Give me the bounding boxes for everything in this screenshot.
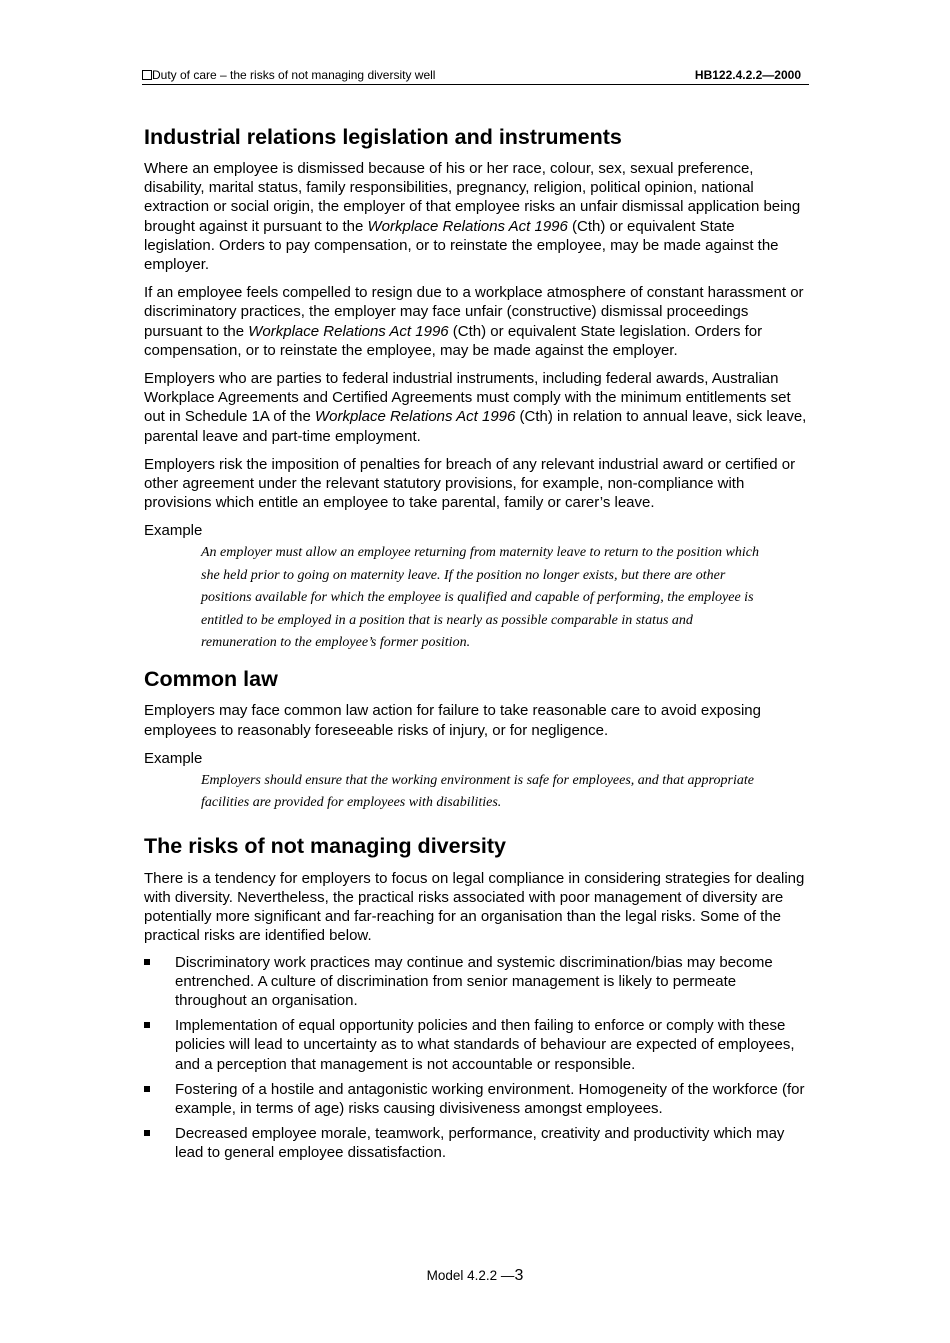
heading-common-law: Common law <box>144 667 278 692</box>
example-label: Example <box>144 749 203 767</box>
risk-list <box>144 953 809 1163</box>
bullet-icon <box>144 959 150 965</box>
bullet-icon <box>144 1086 150 1092</box>
header-code: HB122.4.2.2—2000 <box>694 68 801 82</box>
example-text: Employers should ensure that the working environment is safe for employees, and that appropriate facilities are provided for employees with disabilities. <box>201 772 754 811</box>
paragraph: Employers may face common law action for failure to take reasonable care to avoid exposing employees to reasonably foreseeable risks of injury, or for negligence. <box>144 702 761 739</box>
paragraph: There is a tendency for employers to focus on legal compliance in considering strategies for dealing with diversity. Nevertheless, the practical risks associated with poor management of diversity are potentially more significant and far-reaching for an organisation than the legal risks. Some of the practical risks are identified below. <box>144 869 805 945</box>
text: Employers who are parties to federal industrial instruments, including federal awards, Australian Workplace Agreements and Certified Agreements must comply with the minimum entitlements set out in Schedule 1A of the <box>144 370 791 426</box>
list-item-text: Discriminatory work practices may continue and systemic discrimination/bias may become entrenched. A culture of discrimination from senior management is likely to permeate throughout an organisation. <box>175 953 773 1009</box>
act-title: Workplace Relations Act 1996 <box>314 408 516 426</box>
paragraph: Employers risk the imposition of penalties for breach of any relevant industrial award or certified or other agreement under the relevant statutory provisions, for example, non-compliance with provisions which entitle an employee to take parental, family or carer’s leave. <box>144 455 796 512</box>
paragraph <box>144 283 809 360</box>
footer-label: Model 4.2.2 — <box>426 1268 515 1283</box>
bullet-icon <box>144 1130 150 1136</box>
paragraph <box>144 369 809 446</box>
list-item <box>144 1080 809 1118</box>
page-header <box>142 66 809 85</box>
page-content <box>144 124 809 1169</box>
list-item-text: Decreased employee morale, teamwork, performance, creativity and productivity which may lead to general employee dissatisfaction. <box>175 1125 785 1162</box>
text: (Cth) in relation to annual leave, sick leave, parental leave and part-time employment. <box>144 408 807 445</box>
checkbox-icon <box>142 70 152 80</box>
heading-risks: The risks of not managing diversity <box>144 833 506 858</box>
act-title: Workplace Relations Act 1996 <box>367 217 568 235</box>
list-item-text: Fostering of a hostile and antagonistic working environment. Homogeneity of the workforce (for example, in terms of age) risks causing divisiveness amongst employees. <box>175 1080 805 1117</box>
header-title-text: Duty of care – the risks of not managing diversity well <box>152 68 436 82</box>
text: If an employee feels compelled to resign due to a workplace atmosphere of constant harassment or discriminatory practices, the employer may face unfair (constructive) dismissal proceedings pursuant to the <box>144 284 804 340</box>
example-text: An employer must allow an employee returning from maternity leave to return to the position which she held prior to going on maternity leave. If the position no longer exists, but there are other positions available for which the employee is qualified and capable of performing, the employee is entitled to be employed in a position that is nearly as possible comparable in status and remuneration to the employee’s former position. <box>201 545 759 651</box>
text: (Cth) or equivalent State legislation. Orders to pay compensation, or to reinstate the employee, may be made against the employer. <box>144 217 779 274</box>
text: Where an employee is dismissed because of his or her race, colour, sex, sexual preference, disability, marital status, family responsibilities, pregnancy, religion, political opinion, national extraction or social origin, the employer of that employee risks an unfair dismissal application being brought against it pursuant to the <box>144 160 801 235</box>
bullet-icon <box>144 1022 150 1028</box>
list-item <box>144 1124 809 1162</box>
page-number: 3 <box>514 1267 524 1284</box>
list-item <box>144 953 809 1011</box>
paragraph <box>144 159 809 274</box>
example-label: Example <box>144 522 203 540</box>
list-item <box>144 1016 809 1074</box>
text: (Cth) or equivalent State legislation. Orders for compensation, or to reinstate the employee, may be made against the employer. <box>144 322 763 359</box>
act-title: Workplace Relations Act 1996 <box>248 322 449 340</box>
list-item-text: Implementation of equal opportunity policies and then failing to enforce or comply with these policies will lead to uncertainty as to what standards of behaviour are expected of employees, and a perception that management is not accountable or responsible. <box>175 1017 795 1073</box>
header-title <box>142 68 435 82</box>
heading-industrial: Industrial relations legislation and instruments <box>144 125 622 149</box>
page-footer <box>0 1267 950 1285</box>
